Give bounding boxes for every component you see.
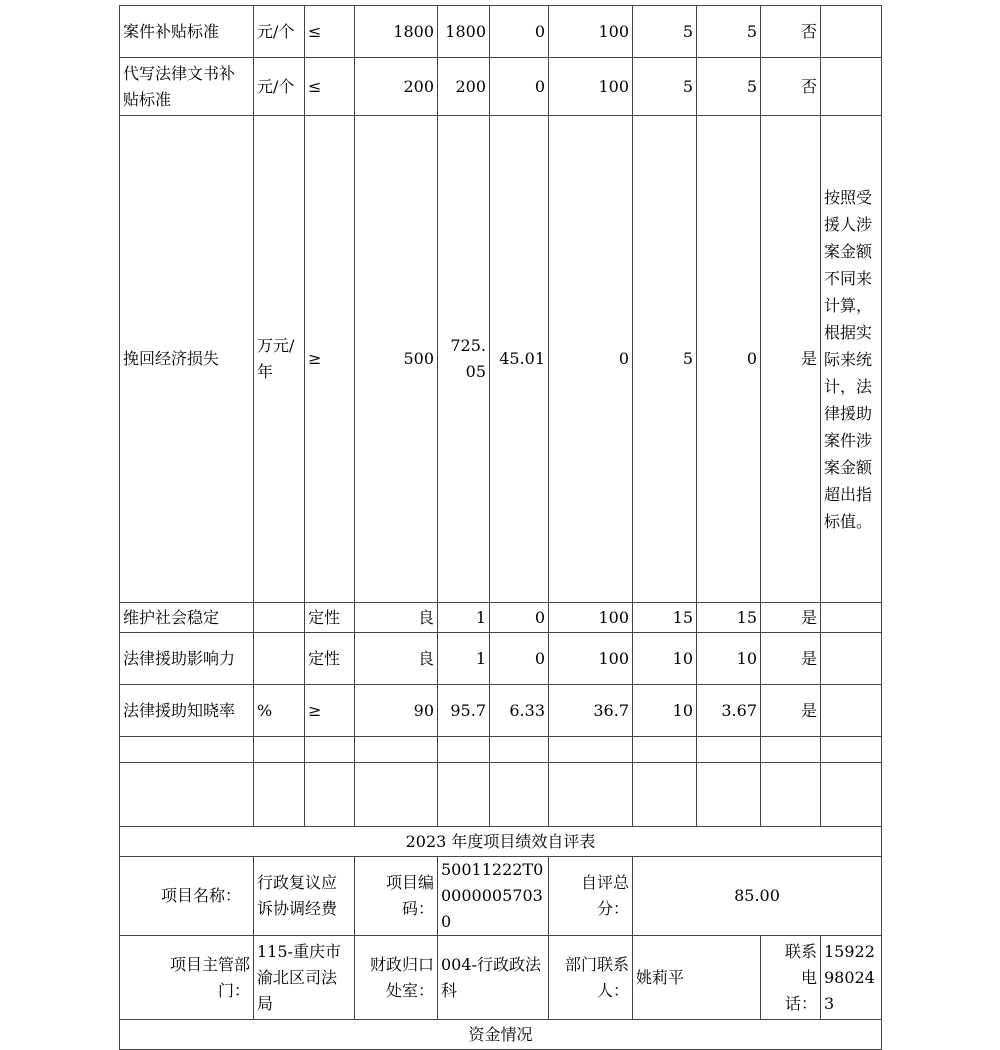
indicator-corrective: 是 <box>761 116 821 603</box>
empty-cell <box>821 737 882 763</box>
indicator-actual: 1 <box>438 633 490 685</box>
office-label: 财政归口处室： <box>355 936 438 1020</box>
indicator-actual: 1800 <box>438 6 490 58</box>
indicator-weight: 5 <box>633 116 697 603</box>
indicator-name: 挽回经济损失 <box>120 116 254 603</box>
indicator-unit: % <box>254 685 305 737</box>
empty-row <box>120 737 882 763</box>
indicator-actual: 200 <box>438 58 490 116</box>
dept-label: 项目主管部门： <box>120 936 254 1020</box>
indicator-weight: 5 <box>633 6 697 58</box>
empty-cell <box>490 737 549 763</box>
indicator-actual: 725.05 <box>438 116 490 603</box>
indicator-operator: ≤ <box>305 58 355 116</box>
empty-cell <box>633 763 697 827</box>
indicator-remark <box>821 685 882 737</box>
table-row <box>120 685 882 737</box>
empty-row <box>120 763 882 827</box>
indicator-deviation: 45.01 <box>490 116 549 603</box>
phone-label: 联系电话： <box>761 936 821 1020</box>
indicator-score: 3.67 <box>697 685 761 737</box>
empty-cell <box>697 737 761 763</box>
indicator-rate: 0 <box>549 116 633 603</box>
empty-cell <box>254 763 305 827</box>
indicator-unit: 元/个 <box>254 6 305 58</box>
empty-cell <box>305 737 355 763</box>
indicator-unit <box>254 603 305 633</box>
indicator-remark <box>821 633 882 685</box>
indicator-score: 10 <box>697 633 761 685</box>
empty-cell <box>549 737 633 763</box>
indicator-actual: 1 <box>438 603 490 633</box>
indicator-score: 5 <box>697 6 761 58</box>
indicator-target: 500 <box>355 116 438 603</box>
phone: 15922980243 <box>821 936 882 1020</box>
indicator-operator: ≥ <box>305 685 355 737</box>
total-score: 85.00 <box>633 857 882 936</box>
indicator-corrective: 是 <box>761 603 821 633</box>
empty-cell <box>305 763 355 827</box>
indicator-remark <box>821 603 882 633</box>
form-title: 2023 年度项目绩效自评表 <box>120 827 882 857</box>
indicator-score: 15 <box>697 603 761 633</box>
indicator-remark <box>821 6 882 58</box>
contact-label: 部门联系人： <box>549 936 633 1020</box>
indicator-corrective: 是 <box>761 633 821 685</box>
indicator-name: 代写法律文书补贴标准 <box>120 58 254 116</box>
indicator-operator: 定性 <box>305 633 355 685</box>
indicator-name: 法律援助知晓率 <box>120 685 254 737</box>
empty-cell <box>490 763 549 827</box>
indicator-deviation: 0 <box>490 6 549 58</box>
empty-cell <box>120 737 254 763</box>
indicator-target: 90 <box>355 685 438 737</box>
empty-cell <box>761 737 821 763</box>
indicator-name: 案件补贴标准 <box>120 6 254 58</box>
empty-cell <box>549 763 633 827</box>
indicator-target: 良 <box>355 633 438 685</box>
indicator-deviation: 6.33 <box>490 685 549 737</box>
total-score-label: 自评总分： <box>549 857 633 936</box>
indicator-deviation: 0 <box>490 58 549 116</box>
indicator-actual: 95.7 <box>438 685 490 737</box>
indicator-operator: 定性 <box>305 603 355 633</box>
table-row <box>120 603 882 633</box>
funds-heading: 资金情况 <box>120 1020 882 1050</box>
form-title-row <box>120 827 882 857</box>
indicator-rate: 36.7 <box>549 685 633 737</box>
indicator-rate: 100 <box>549 603 633 633</box>
indicator-deviation: 0 <box>490 633 549 685</box>
empty-cell <box>120 763 254 827</box>
indicator-weight: 10 <box>633 685 697 737</box>
project-code-label: 项目编码： <box>355 857 438 936</box>
office: 004-行政政法科 <box>438 936 549 1020</box>
project-info-row <box>120 857 882 936</box>
indicator-operator: ≥ <box>305 116 355 603</box>
empty-cell <box>254 737 305 763</box>
indicator-rate: 100 <box>549 633 633 685</box>
funds-heading-row <box>120 1020 882 1050</box>
indicator-weight: 15 <box>633 603 697 633</box>
indicator-score: 0 <box>697 116 761 603</box>
table-row <box>120 633 882 685</box>
indicator-target: 1800 <box>355 6 438 58</box>
indicator-deviation: 0 <box>490 603 549 633</box>
contact: 姚莉平 <box>633 936 761 1020</box>
indicator-target: 200 <box>355 58 438 116</box>
empty-cell <box>355 763 438 827</box>
empty-cell <box>438 763 490 827</box>
indicator-name: 法律援助影响力 <box>120 633 254 685</box>
project-name-label: 项目名称： <box>120 857 254 936</box>
indicator-unit <box>254 633 305 685</box>
empty-cell <box>438 737 490 763</box>
department-row <box>120 936 882 1020</box>
table-row <box>120 116 882 603</box>
indicator-target: 良 <box>355 603 438 633</box>
indicator-score: 5 <box>697 58 761 116</box>
project-name: 行政复议应诉协调经费 <box>254 857 355 936</box>
dept: 115-重庆市渝北区司法局 <box>254 936 355 1020</box>
empty-cell <box>633 737 697 763</box>
empty-cell <box>355 737 438 763</box>
indicator-rate: 100 <box>549 58 633 116</box>
indicator-operator: ≤ <box>305 6 355 58</box>
indicator-corrective: 否 <box>761 6 821 58</box>
indicator-unit: 万元/年 <box>254 116 305 603</box>
indicator-corrective: 是 <box>761 685 821 737</box>
indicator-remark: 按照受援人涉案金额不同来计算，根据实际来统计，法律援助案件涉案金额超出指标值。 <box>821 116 882 603</box>
indicator-weight: 5 <box>633 58 697 116</box>
performance-table <box>119 5 882 1050</box>
indicator-name: 维护社会稳定 <box>120 603 254 633</box>
indicator-weight: 10 <box>633 633 697 685</box>
indicator-rate: 100 <box>549 6 633 58</box>
indicator-corrective: 否 <box>761 58 821 116</box>
empty-cell <box>821 763 882 827</box>
empty-cell <box>697 763 761 827</box>
empty-cell <box>761 763 821 827</box>
project-code: 50011222T000000057030 <box>438 857 549 936</box>
table-row <box>120 6 882 58</box>
table-row <box>120 58 882 116</box>
indicator-remark <box>821 58 882 116</box>
indicator-unit: 元/个 <box>254 58 305 116</box>
